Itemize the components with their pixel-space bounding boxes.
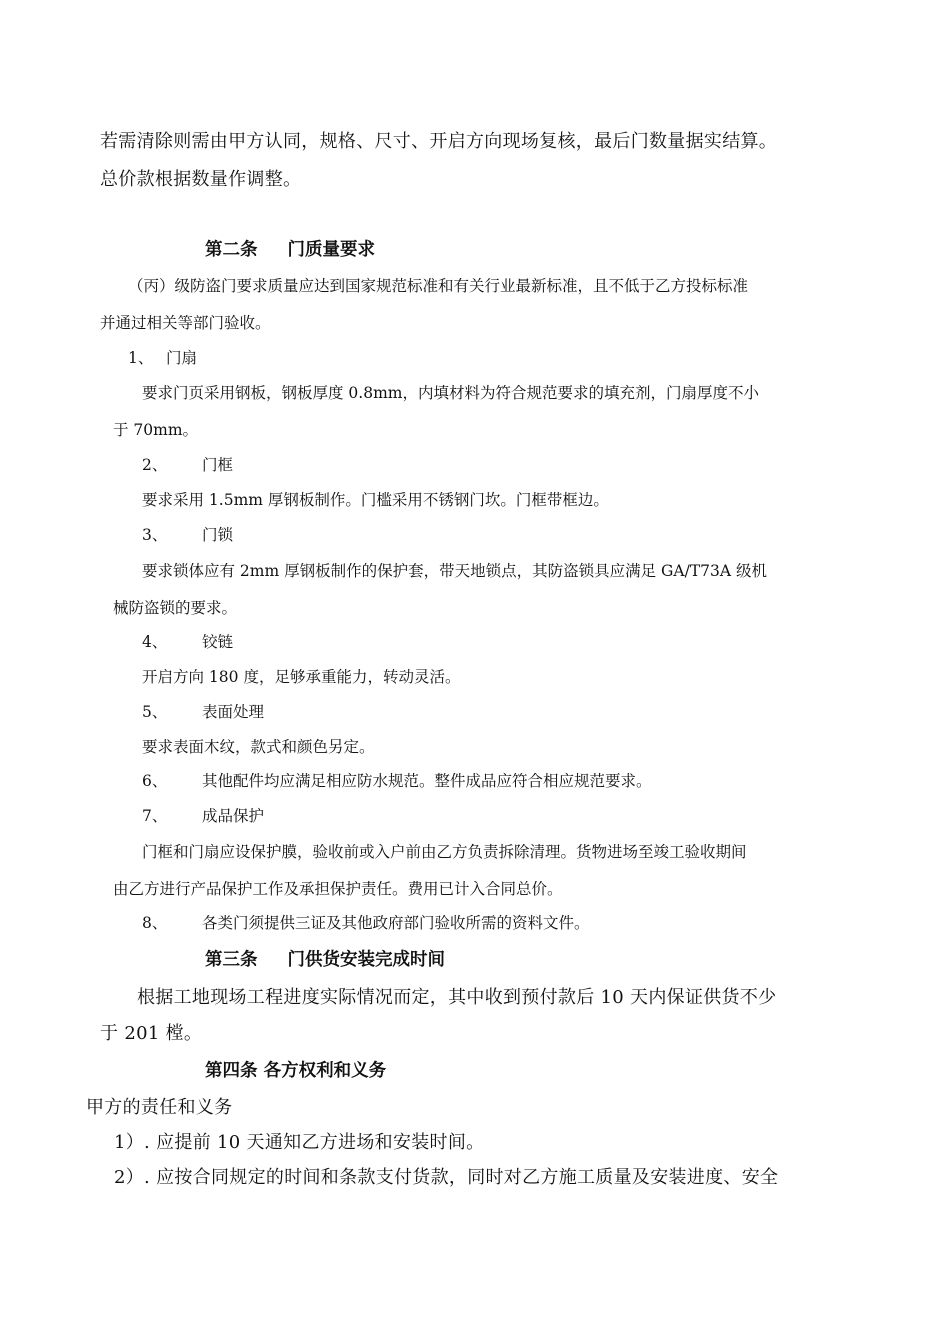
- paragraph-line: 并通过相关等部门验收。: [100, 314, 271, 332]
- list-item-heading: [142, 911, 590, 933]
- paragraph-line: 于 201 樘。: [100, 1023, 203, 1044]
- article-number: 第三条: [205, 950, 258, 970]
- paragraph-line: 要求表面木纹，款式和颜色另定。: [142, 738, 375, 756]
- paragraph-line: 械防盗锁的要求。: [113, 599, 238, 617]
- paragraph-line: 根据工地现场工程进度实际情况而定，其中收到预付款后 10 天内保证供货不少: [137, 987, 777, 1008]
- paragraph-line: 要求门页采用钢板，钢板厚度 0.8mm，内填材料为符合规范要求的填充剂，门扇厚度不小: [142, 384, 759, 402]
- list-item-title: 铰链: [202, 633, 234, 651]
- list-item-number: 7、: [142, 807, 168, 825]
- list-item-title: 各类门须提供三证及其他政府部门验收所需的资料文件。: [202, 914, 590, 932]
- list-item-number: 3、: [142, 526, 168, 544]
- list-item-title: 门锁: [202, 526, 234, 544]
- paragraph-line: 若需清除则需由甲方认同，规格、尺寸、开启方向现场复核，最后门数量据实结算。: [100, 131, 778, 152]
- list-item: 1）. 应提前 10 天通知乙方进场和安装时间。: [114, 1132, 485, 1153]
- list-item-heading: [142, 523, 233, 545]
- paragraph-line: 门框和门扇应设保护膜，验收前或入户前由乙方负责拆除清理。货物进场至竣工验收期间: [142, 843, 747, 861]
- paragraph-line: 由乙方进行产品保护工作及承担保护责任。费用已计入合同总价。: [113, 880, 563, 898]
- list-item-number: 5、: [142, 703, 168, 721]
- section-subheading: 甲方的责任和义务: [86, 1097, 233, 1118]
- paragraph-line: 要求锁体应有 2mm 厚钢板制作的保护套，带天地锁点，其防盗锁具应满足 GA/T73A 级机: [142, 562, 768, 580]
- article-4-heading: 第四条 各方权利和义务: [205, 1061, 387, 1081]
- paragraph-line: 要求采用 1.5mm 厚钢板制作。门槛采用不锈钢门坎。门框带框边。: [142, 491, 609, 509]
- list-item-heading: [128, 346, 197, 368]
- list-item: 2）. 应按合同规定的时间和条款支付货款，同时对乙方施工质量及安装进度、安全: [114, 1167, 779, 1188]
- article-title: 门质量要求: [287, 240, 375, 260]
- list-item-title: 门扇: [166, 349, 198, 367]
- paragraph-line: 开启方向 180 度，足够承重能力，转动灵活。: [142, 668, 461, 686]
- list-item-number: 6、: [142, 772, 168, 790]
- list-item-title: 其他配件均应满足相应防水规范。整件成品应符合相应规范要求。: [202, 772, 652, 790]
- list-item-number: 8、: [142, 914, 168, 932]
- list-item-heading: [142, 769, 652, 791]
- list-item-title: 门框: [202, 456, 234, 474]
- article-2-heading: [205, 236, 375, 261]
- list-item-heading: [142, 804, 264, 826]
- paragraph-line: 总价款根据数量作调整。: [100, 169, 302, 190]
- list-item-title: 成品保护: [202, 807, 265, 825]
- article-title: 门供货安装完成时间: [287, 950, 445, 970]
- list-item-heading: [142, 700, 264, 722]
- article-number: 第二条: [205, 240, 258, 260]
- paragraph-line: （丙）级防盗门要求质量应达到国家规范标准和有关行业最新标准，且不低于乙方投标标准: [128, 277, 749, 295]
- list-item-number: 4、: [142, 633, 168, 651]
- list-item-number: 2、: [142, 456, 168, 474]
- article-3-heading: [205, 946, 445, 971]
- paragraph-line: 于 70mm。: [113, 421, 199, 439]
- list-item-title: 表面处理: [202, 703, 265, 721]
- list-item-heading: [142, 453, 233, 475]
- list-item-number: 1、: [128, 349, 154, 367]
- list-item-heading: [142, 630, 233, 652]
